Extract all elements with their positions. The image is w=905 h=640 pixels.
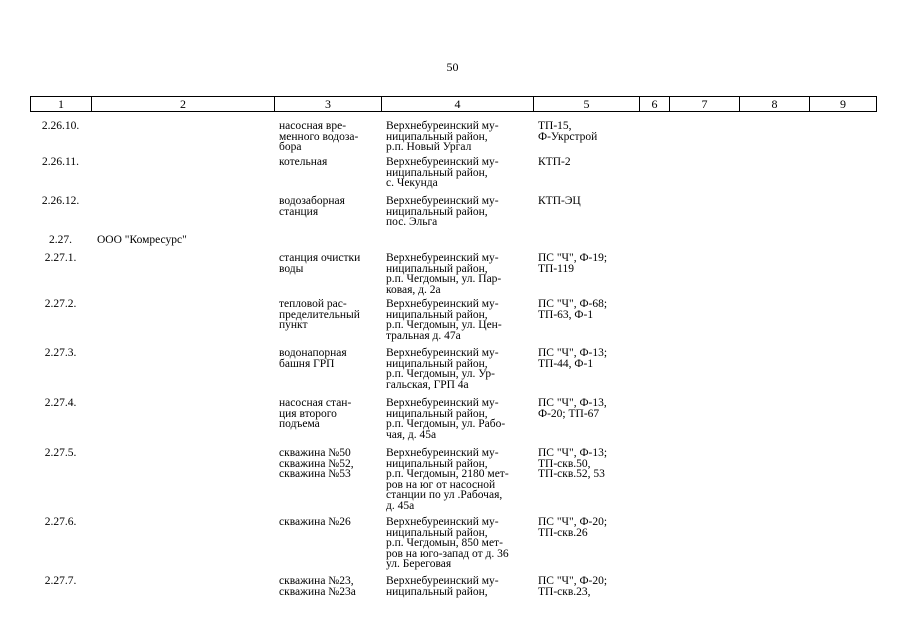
organization: [91, 157, 274, 196]
table-row: [30, 448, 876, 517]
table-row: [30, 121, 876, 157]
organization: [91, 348, 274, 398]
object-name: скважина №23, скважина №23а: [279, 575, 356, 598]
column-header-2: 2: [92, 97, 275, 112]
organization: [91, 196, 274, 235]
object-name: насосная стан- ция второго подъема: [279, 397, 352, 430]
row-number: 2.27.7.: [44, 575, 77, 587]
facilities-table: [30, 121, 876, 606]
column-header-4: 4: [382, 97, 534, 112]
power-source: ПС "Ч", Ф-68; ТП-63, Ф-1: [538, 298, 608, 321]
table-row: [30, 398, 876, 448]
organization: [91, 121, 274, 157]
power-source: ПС "Ч", Ф-13; ТП-44, Ф-1: [538, 347, 608, 370]
table-row: [30, 299, 876, 348]
object-name: [274, 235, 381, 253]
column-header-5: 5: [534, 97, 640, 112]
organization: [91, 517, 274, 576]
column-header-9: 9: [810, 97, 877, 112]
object-location: Верхнебуреинский му- ниципальный район, р.п. Чегдомын, ул. Рабо- чая, д. 45а: [386, 397, 506, 441]
object-location: Верхнебуреинский му- ниципальный район, р.п. Чегдомын, 2180 мет- ров на юг от насосной станции по ул .Рабочая, д. 45а: [386, 447, 509, 512]
row-number: 2.27.6.: [44, 516, 77, 528]
table-row: [30, 517, 876, 576]
object-location: Верхнебуреинский му- ниципальный район, р.п. Чегдомын, ул. Цен- тральная д. 47а: [386, 298, 502, 342]
object-name: водонапорная башня ГРП: [279, 347, 347, 370]
object-name: водозаборная станция: [279, 195, 345, 218]
object-location: Верхнебуреинский му- ниципальный район, пос. Эльга: [386, 195, 499, 228]
organization: [91, 448, 274, 517]
column-header-7: 7: [670, 97, 740, 112]
organization: [91, 398, 274, 448]
organization: [91, 576, 274, 606]
power-source: КТП-ЭЦ: [538, 195, 581, 207]
power-source: ПС "Ч", Ф-20; ТП-скв.26: [538, 516, 608, 539]
object-location: [381, 235, 533, 253]
object-location: Верхнебуреинский му- ниципальный район,: [386, 575, 499, 598]
object-name: скважина №50 скважина №52, скважина №53: [279, 447, 354, 480]
object-location: Верхнебуреинский му- ниципальный район, р.п. Чегдомын, ул. Пар- ковая, д. 2а: [386, 252, 502, 296]
row-number: 2.27.5.: [44, 447, 77, 459]
table-row: [30, 157, 876, 196]
column-number-header: [30, 96, 877, 112]
row-number: 2.27.2.: [44, 298, 77, 310]
organization: [91, 299, 274, 348]
row-number: 2.26.11.: [42, 156, 79, 168]
object-name: тепловой рас- пределительный пункт: [279, 298, 360, 331]
power-source: КТП-2: [538, 156, 571, 168]
power-source: ТП-15, Ф-Укрстрой: [538, 120, 598, 143]
column-header-1: 1: [31, 97, 92, 112]
organization: [91, 253, 274, 299]
table-row: [30, 253, 876, 299]
table-row: [30, 235, 876, 253]
object-name: насосная вре- менного водоза- бора: [279, 120, 359, 153]
power-source: [533, 235, 639, 253]
table-row: [30, 196, 876, 235]
power-source: ПС "Ч", Ф-19; ТП-119: [538, 252, 608, 275]
organization: ООО "Комресурс": [97, 234, 187, 246]
row-number: 2.27.1.: [44, 252, 77, 264]
object-location: Верхнебуреинский му- ниципальный район, р.п. Новый Ургал: [386, 120, 499, 153]
row-number: 2.26.10.: [41, 120, 80, 132]
object-name: скважина №26: [279, 516, 351, 528]
table-row: [30, 348, 876, 398]
table-body: [30, 121, 876, 606]
page-number: 50: [446, 60, 459, 74]
object-location: Верхнебуреинский му- ниципальный район, с. Чекунда: [386, 156, 499, 189]
power-source: ПС "Ч", Ф-13; ТП-скв.50, ТП-скв.52, 53: [538, 447, 608, 480]
object-location: Верхнебуреинский му- ниципальный район, р.п. Чегдомын, 850 мет- ров на юго-запад от д. 36 ул. Береговая: [386, 516, 509, 570]
object-location: Верхнебуреинский му- ниципальный район, р.п. Чегдомын, ул. Ур- гальская, ГРП 4а: [386, 347, 499, 391]
table-row: [30, 576, 876, 606]
column-header-6: 6: [640, 97, 670, 112]
object-name: котельная: [279, 156, 328, 168]
power-source: ПС "Ч", Ф-13, Ф-20; ТП-67: [538, 397, 607, 420]
row-number: 2.27.4.: [44, 397, 77, 409]
row-number: 2.27.3.: [44, 347, 77, 359]
row-number: 2.26.12.: [41, 195, 80, 207]
power-source: ПС "Ч", Ф-20; ТП-скв.23,: [538, 575, 608, 598]
object-name: станция очистки воды: [279, 252, 361, 275]
column-header-3: 3: [275, 97, 382, 112]
column-header-8: 8: [740, 97, 810, 112]
row-number: 2.27.: [49, 234, 72, 246]
